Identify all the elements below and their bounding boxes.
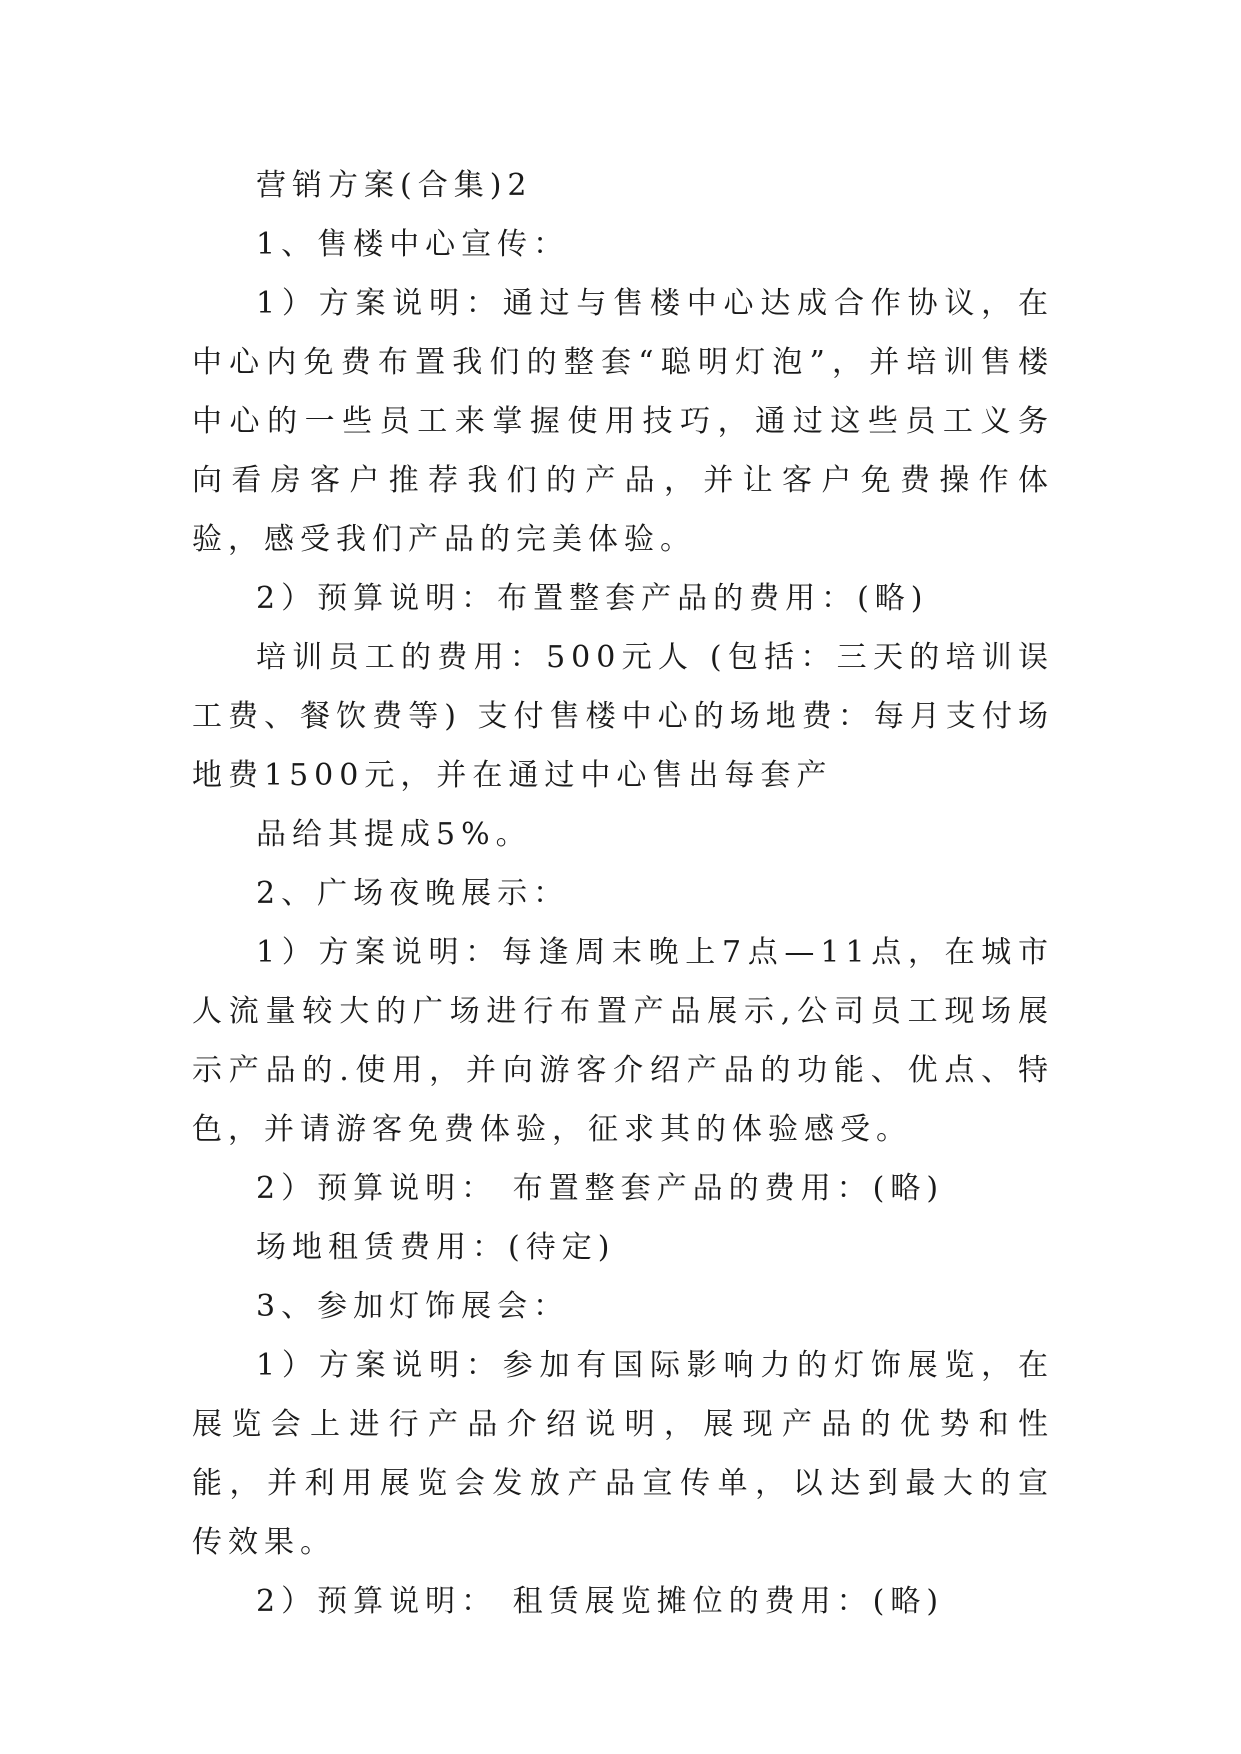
section-heading: 2、广场夜晚展示： [256, 876, 570, 911]
paragraph: 1）方案说明：通过与售楼中心达成合作协议，在中心内免费布置我们的整套“聪明灯泡”，并培训售楼中心的一些员工来掌握使用技巧，通过这些员工义务向看房客户推荐我们的产品，并让客户免费操作体验，感受我们产品的完美体验。 [192, 286, 1054, 557]
paragraph: 2）预算说明：布置整套产品的费用：(略) [256, 581, 929, 616]
document-title: 营销方案(合集)2 [256, 168, 533, 203]
section-heading: 1、售楼中心宣传： [256, 227, 570, 262]
paragraph: 培训员工的费用：500元人 (包括：三天的培训误工费、餐饮费等) 支付售楼中心的场地费：每月支付场地费1500元，并在通过中心售出每套产 [192, 640, 1054, 793]
paragraph: 场地租赁费用：(待定) [256, 1230, 616, 1265]
paragraph: 2）预算说明： 租赁展览摊位的费用：(略) [256, 1584, 945, 1619]
document-body [192, 156, 1054, 1631]
paragraph: 品给其提成5%。 [256, 817, 532, 852]
paragraph: 1）方案说明：参加有国际影响力的灯饰展览，在展览会上进行产品介绍说明，展现产品的优势和性能，并利用展览会发放产品宣传单，以达到最大的宣传效果。 [192, 1348, 1054, 1560]
section-heading: 3、参加灯饰展会： [256, 1289, 570, 1324]
paragraph: 1）方案说明：每逢周末晚上7点—11点，在城市人流量较大的广场进行布置产品展示,公司员工现场展示产品的.使用，并向游客介绍产品的功能、优点、特色，并请游客免费体验，征求其的体验感受。 [192, 935, 1054, 1147]
paragraph: 2）预算说明： 布置整套产品的费用：(略) [256, 1171, 945, 1206]
